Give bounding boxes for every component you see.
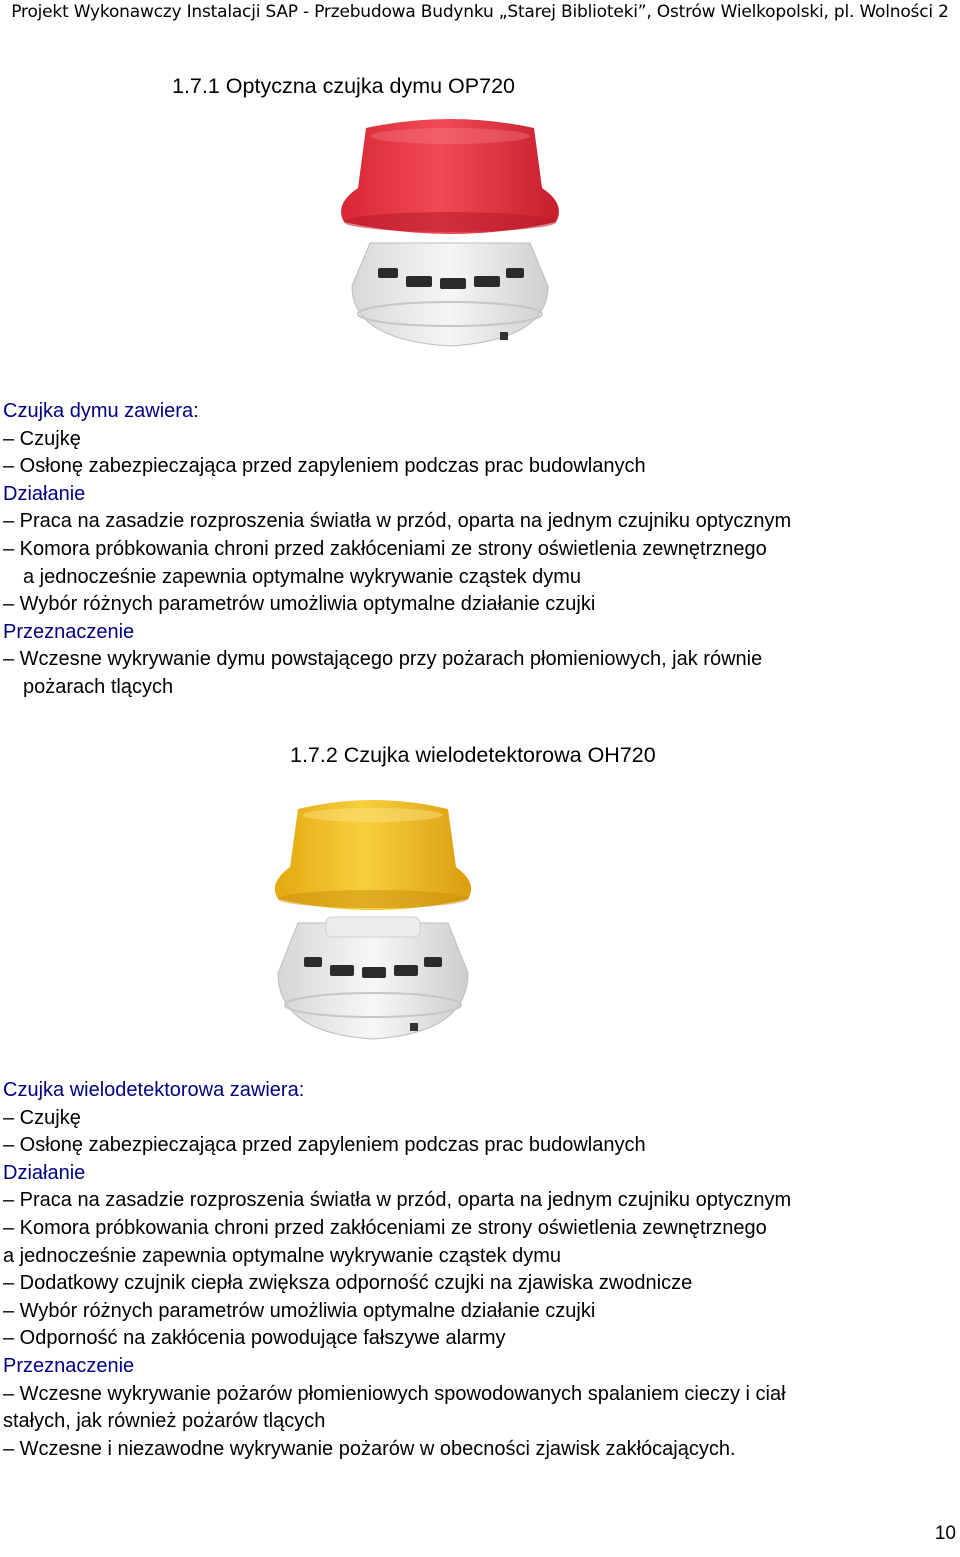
list-item: – Praca na zasadzie rozproszenia światła w przód, oparta na jednym czujniku optycznym [3,510,792,533]
list-item: – Wczesne wykrywanie pożarów płomieniowych spowodowanych spalaniem cieczy i ciał [3,1382,786,1405]
operation-heading: Działanie [3,482,86,505]
purpose-heading: Przeznaczenie [3,620,135,643]
list-item-continuation: a jednocześnie zapewnia optymalne wykrywanie cząstek dymu [23,565,582,588]
purpose-heading: Przeznaczenie [3,1354,135,1377]
list-item: – Wczesne wykrywanie dymu powstającego przy pożarach płomieniowych, jak równie [3,648,763,671]
running-header: Projekt Wykonawczy Instalacji SAP - Przebudowa Budynku „Starej Biblioteki”, Ostrów Wielkopolski, pl. Wolności 2 [11,2,949,22]
section-op720-text [3,398,791,702]
section-title-oh720: 1.7.2 Czujka wielodetektorowa OH720 [290,743,656,767]
list-item: – Wybór różnych parametrów umożliwia optymalne działanie czujki [3,593,596,616]
section-oh720-text [3,1077,791,1463]
operation-heading: Działanie [3,1161,86,1184]
list-item: – Czujkę [3,1106,81,1129]
contents-heading: Czujka dymu zawiera: [3,400,199,422]
page-number: 10 [934,1523,956,1544]
list-item: – Wybór różnych parametrów umożliwia optymalne działanie czujki [3,1299,596,1322]
section-title-op720: 1.7.1 Optyczna czujka dymu OP720 [172,74,515,98]
list-item: – Odporność na zakłócenia powodujące fałszywe alarmy [3,1327,506,1350]
list-item: – Czujkę [3,427,81,450]
list-item: – Komora próbkowania chroni przed zakłóceniami ze strony oświetlenia zewnętrznego [3,1216,767,1239]
list-item: – Wczesne i niezawodne wykrywanie pożarów w obecności zjawisk zakłócających. [3,1437,736,1460]
contents-heading: Czujka wielodetektorowa zawiera: [3,1079,305,1101]
list-item-continuation: stałych, jak również pożarów tlących [3,1410,326,1433]
list-item: – Praca na zasadzie rozproszenia światła w przód, oparta na jednym czujniku optycznym [3,1189,792,1212]
list-item-continuation: a jednocześnie zapewnia optymalne wykrywanie cząstek dymu [3,1244,562,1267]
list-item: – Osłonę zabezpieczająca przed zapyleniem podczas prac budowlanych [3,1134,646,1157]
smoke-detector-red-image [330,118,570,358]
list-item: – Osłonę zabezpieczająca przed zapyleniem podczas prac budowlanych [3,455,646,478]
list-item-continuation: pożarach tlących [23,675,174,698]
multi-detector-yellow-image [268,795,478,1045]
list-item: – Komora próbkowania chroni przed zakłóceniami ze strony oświetlenia zewnętrznego [3,537,767,560]
list-item: – Dodatkowy czujnik ciepła zwiększa odporność czujki na zjawiska zwodnicze [3,1272,693,1295]
